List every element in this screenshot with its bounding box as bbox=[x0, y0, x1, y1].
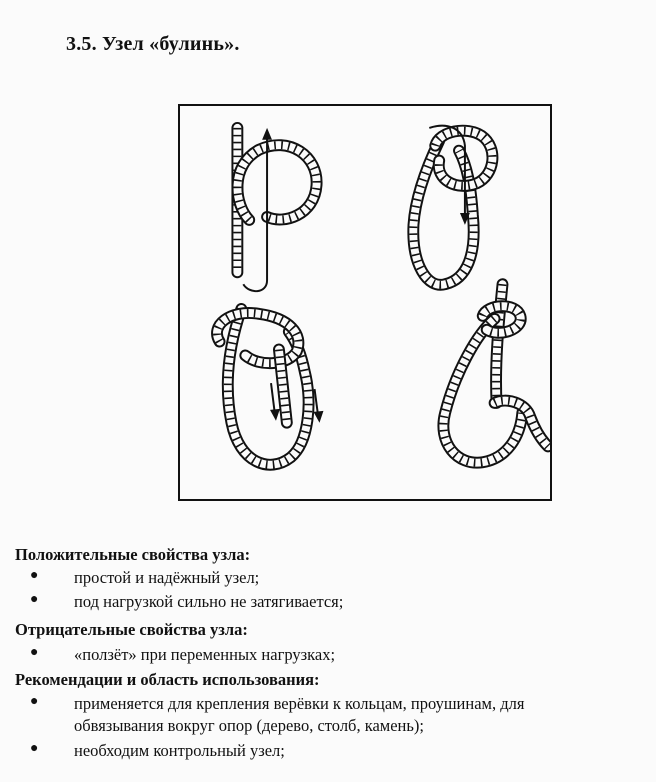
bullet-icon: ● bbox=[30, 568, 39, 583]
bullet-icon: ● bbox=[30, 694, 39, 709]
negative-properties-title: Отрицательные свойства узла: bbox=[15, 620, 248, 639]
positive-properties-title: Положительные свойства узла: bbox=[15, 545, 251, 564]
page-title: 3.5. Узел «булинь». bbox=[66, 33, 240, 55]
rope-loop-icon bbox=[237, 128, 316, 291]
rope-wrap-icon bbox=[217, 309, 323, 465]
bullet-icon: ● bbox=[30, 592, 39, 607]
recommendations-title: Рекомендации и область использования: bbox=[15, 670, 320, 689]
bullet-icon: ● bbox=[30, 741, 39, 756]
rope-pass-through-icon bbox=[413, 126, 492, 285]
knot-illustration bbox=[178, 104, 552, 501]
bowline-knot-icon bbox=[443, 284, 548, 463]
bullet-icon: ● bbox=[30, 645, 39, 660]
list-item-continuation: обвязывания вокруг опор (дерево, столб, камень); bbox=[74, 716, 424, 735]
